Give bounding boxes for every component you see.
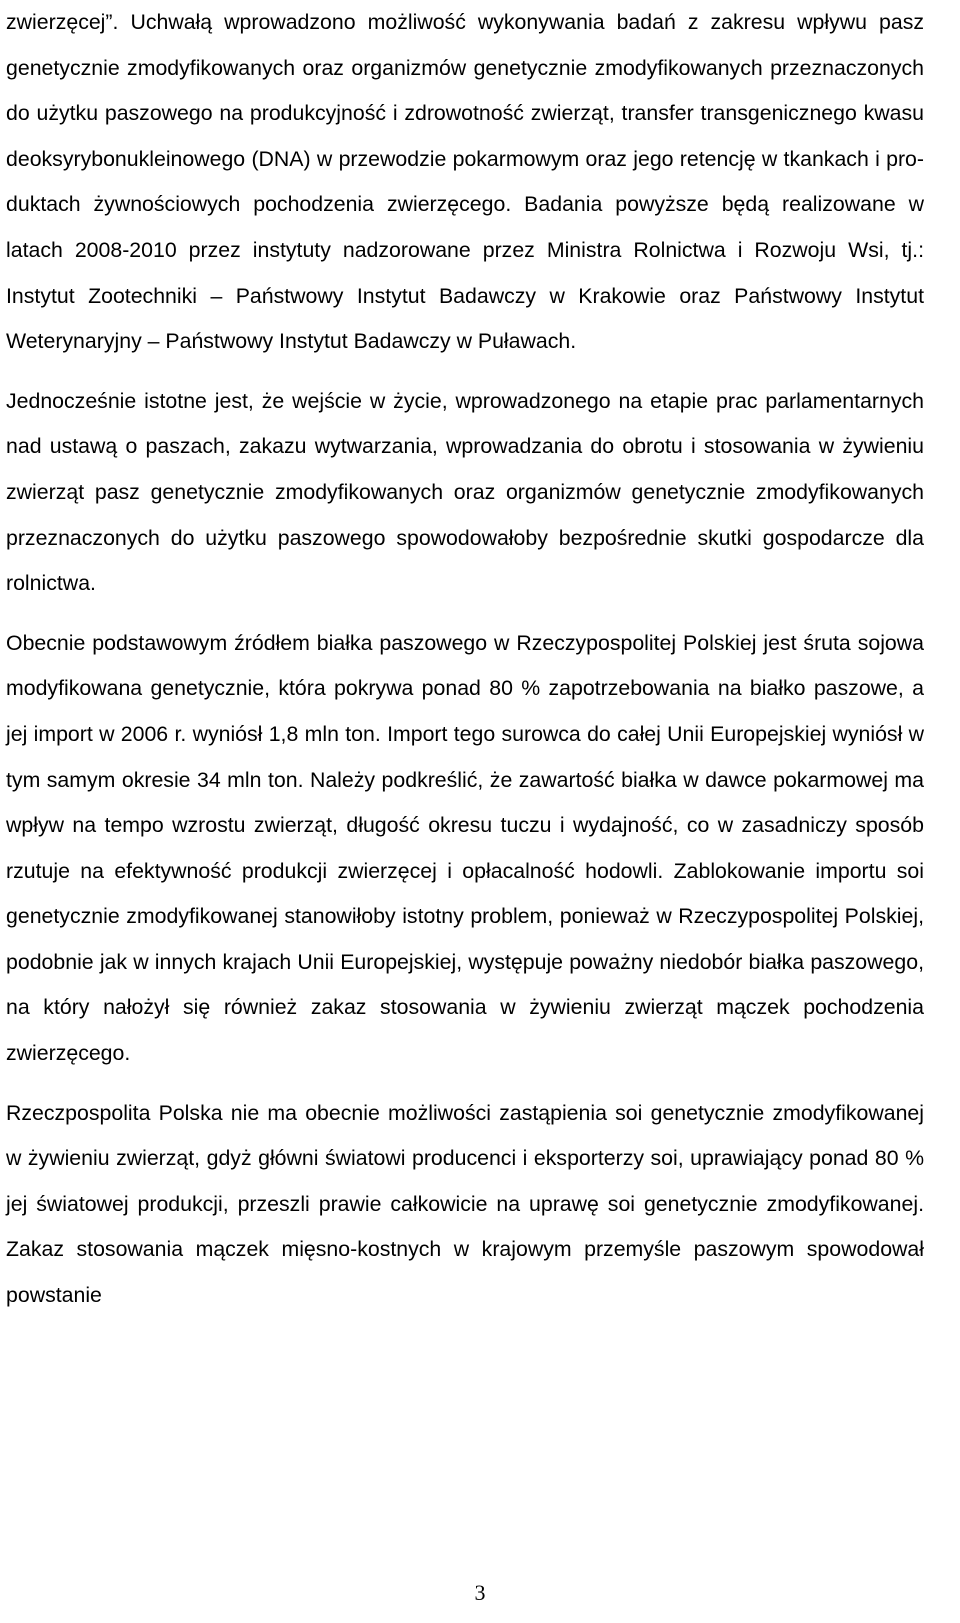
page-number: 3 <box>474 1580 486 1605</box>
paragraph-soy-protein-source: Obecnie podstawowym źródłem białka paszowego w Rzeczypospolitej Polskiej jest śruta sojowa modyfikowana genetycznie, która pokrywa ponad 80 % zapotrzebowania na białko paszowe, a jej import w 2006 r. wyniósł 1,8 mln ton. Import tego surowca do całej Unii Europejskiej wyniósł w tym samym okresie 34 mln ton. Należy podkreślić, że zawartość białka w dawce pokarmowej ma wpływ na tempo wzrostu zwierząt, długość okresu tuczu i wydajność, co w zasadniczy sposób rzutuje na efektywność produkcji zwierzęcej i opłacalność hodowli. Zablokowanie importu soi genetycznie zmodyfikowanej stanowiłoby istotny problem, ponieważ w Rzeczypospolitej Polskiej, podobnie jak w innych krajach Unii Europejskiej, występuje poważny niedobór białka paszowego, na który nałożył się również zakaz stosowania w żywieniu zwierząt mączek pochodzenia zwierzęcego. <box>6 630 924 1066</box>
paragraph-soy-replacement: Rzeczpospolita Polska nie ma obecnie możliwości zastąpienia soi genetycznie zmodyfikowanej w żywieniu zwierząt, gdyż główni światowi producenci i eksporterzy soi, uprawiający ponad 80 % jej światowej produkcji, przeszli prawie całkowicie na uprawę soi genetycznie zmodyfikowanej. Zakaz stosowania mączek mięsno-kostnych w krajowym przemyśle paszowym spowodował powstanie <box>6 1100 924 1308</box>
paragraph-ban-consequences: Jednocześnie istotne jest, że wejście w życie, wprowadzonego na etapie prac parlamentarnych nad ustawą o paszach, zakazu wytwarzania, wprowadzania do obrotu i stosowania w żywieniu zwierząt pasz genetycznie zmodyfikowanych oraz organizmów genetycznie zmodyfikowanych przeznaczonych do użytku paszowego spowodowałoby bezpośrednie skutki gospodarcze dla rolnictwa. <box>6 388 924 596</box>
paragraph-research-resolution: zwierzęcej”. Uchwałą wprowadzono możliwość wykonywania badań z zakresu wpływu pasz genetycznie zmodyfikowanych oraz organizmów genetycznie zmodyfikowanych przeznaczonych do użytku paszowego na produkcyjność i zdrowotność zwierząt, transfer transgenicznego kwasu deoksyrybonukleinowego (DNA) w przewodzie pokarmowym oraz jego retencję w tkankach i produktach żywnościowych pochodzenia zwierzęcego. Badania powyższe będą realizowane w latach 2008-2010 przez instytuty nadzorowane przez Ministra Rolnictwa i Rozwoju Wsi, tj.: Instytut Zootechniki – Państwowy Instytut Badawczy w Krakowie oraz Państwowy Instytut Weterynaryjny – Państwowy Instytut Badawczy w Puławach. <box>6 10 924 354</box>
document-page <box>6 0 924 1319</box>
